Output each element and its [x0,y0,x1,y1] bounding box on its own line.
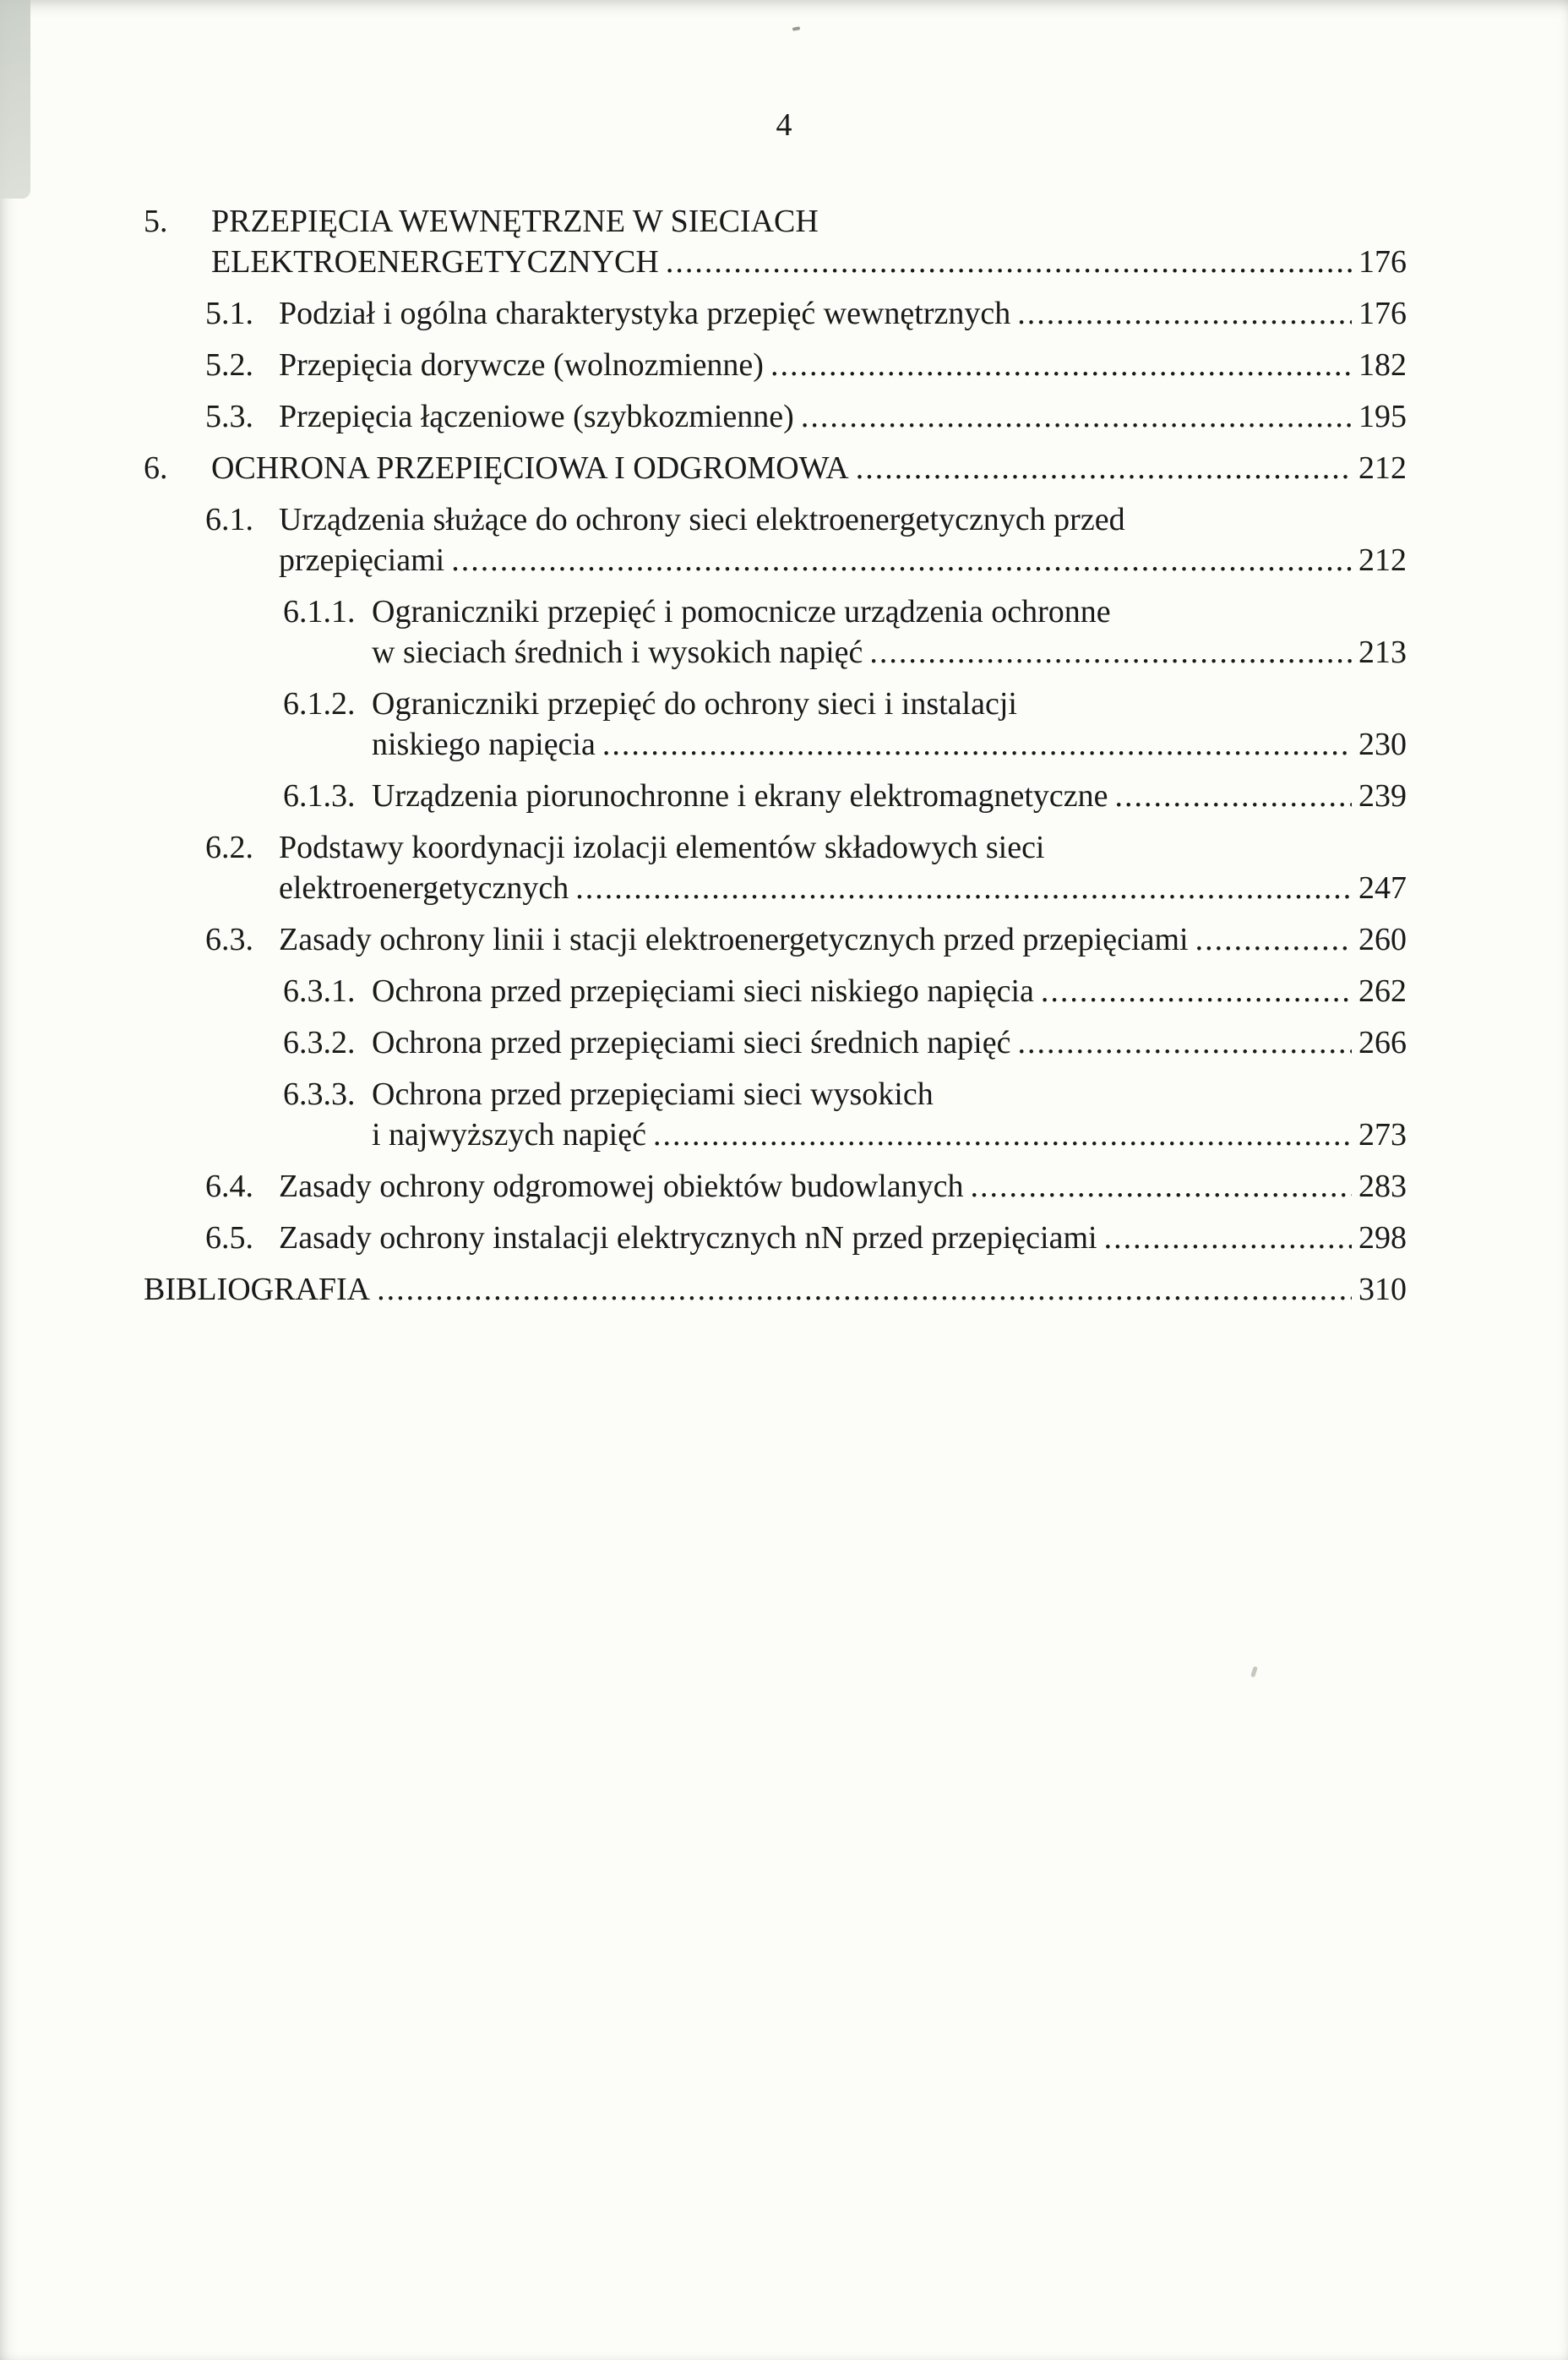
toc-line [144,1218,1407,1258]
entry-number: 5.2. [205,347,253,383]
toc-line [144,776,1407,816]
entry-title: Zasady ochrony linii i stacji elektroenergetycznych przed przepięciami [279,922,1189,957]
entry-title: Przepięcia dorywcze (wolnozmienne) [279,347,764,383]
toc-entry [144,684,1407,765]
toc-entry [144,971,1407,1011]
entry-number: 6.3.2. [283,1025,356,1060]
entry-title: Ochrona przed przepięciami sieci niskiego napięcia [372,973,1034,1009]
entry-page-ref: 266 [1358,1025,1407,1060]
toc-entry [144,201,1407,282]
entry-title: Urządzenia służące do ochrony sieci elektroenergetycznych przed [279,502,1125,537]
entry-title: Ograniczniki przepięć i pomocnicze urządzenia ochronne [372,594,1111,630]
entry-number: 6.1.2. [283,686,356,722]
entry-title: Ochrona przed przepięciami sieci średnich napięć [372,1025,1011,1060]
entry-page-ref: 230 [1358,727,1407,762]
toc-line [144,632,1407,673]
toc-entry [144,827,1407,908]
entry-title: OCHRONA PRZEPIĘCIOWA I ODGROMOWA [211,450,849,486]
toc-line [144,201,1407,242]
dot-leader [377,1269,1352,1310]
entry-number: 6.1.1. [283,594,356,630]
entry-title: Zasady ochrony odgromowej obiektów budowlanych [279,1169,964,1204]
entry-title: Przepięcia łączeniowe (szybkozmienne) [279,399,794,434]
dot-leader [869,632,1352,673]
entry-title: PRZEPIĘCIA WEWNĘTRZNE W SIECIACH [211,204,819,239]
dot-leader [1017,293,1352,334]
entry-page-ref: 262 [1358,973,1407,1009]
toc-line [144,1074,1407,1115]
entry-title: Podział i ogólna charakterystyka przepięć wewnętrznych [279,296,1011,331]
entry-title: Zasady ochrony instalacji elektrycznych nN przed przepięciami [279,1220,1097,1256]
scan-speck [792,26,801,31]
entry-title: Urządzenia piorunochronne i ekrany elektromagnetyczne [372,778,1108,814]
entry-title: i najwyższych napięć [372,1117,646,1153]
toc-entry [144,591,1407,673]
toc-line [144,591,1407,632]
entry-title: w sieciach średnich i wysokich napięć [372,635,863,670]
dot-leader [451,540,1352,580]
entry-number: 6.1.3. [283,778,356,814]
dot-leader [971,1166,1353,1207]
toc-line [144,868,1407,908]
entry-page-ref: 310 [1358,1272,1407,1307]
entry-number: 6.1. [205,502,253,537]
entry-page-ref: 176 [1358,244,1407,280]
toc-entry [144,396,1407,437]
toc-line [144,540,1407,580]
toc-entry [144,776,1407,816]
entry-title: Podstawy koordynacji izolacji elementów składowych sieci [279,830,1045,865]
entry-page-ref: 213 [1358,635,1407,670]
entry-title: Ochrona przed przepięciami sieci wysokich [372,1076,934,1112]
entry-number: 5.3. [205,399,253,434]
toc-line [144,724,1407,765]
dot-leader [1017,1022,1352,1063]
entry-number: 6.3.1. [283,973,356,1009]
toc-entry [144,1218,1407,1258]
entry-page-ref: 195 [1358,399,1407,434]
entry-number: 6.3.3. [283,1076,356,1112]
dot-leader [1195,919,1352,960]
toc-entry [144,919,1407,960]
dot-leader [801,396,1352,437]
entry-page-ref: 247 [1358,870,1407,906]
entry-number: 6.4. [205,1169,253,1204]
toc-entry [144,1074,1407,1155]
dot-leader [653,1115,1352,1155]
entry-title: BIBLIOGRAFIA [144,1272,371,1307]
toc-line [144,242,1407,282]
toc-entry [144,293,1407,334]
dot-leader [1041,971,1352,1011]
dot-leader [666,242,1352,282]
entry-title: Ograniczniki przepięć do ochrony sieci i instalacji [372,686,1017,722]
table-of-contents [144,201,1407,1321]
toc-line [144,1115,1407,1155]
toc-entry [144,448,1407,488]
dot-leader [1104,1218,1352,1258]
entry-number: 6.5. [205,1220,253,1256]
entry-number: 6.3. [205,922,253,957]
entry-page-ref: 212 [1358,542,1407,578]
dot-leader [1114,776,1352,816]
entry-title: elektroenergetycznych [279,870,569,906]
scan-edge-artifact [0,0,30,199]
entry-page-ref: 182 [1358,347,1407,383]
dot-leader [602,724,1352,765]
entry-page-ref: 260 [1358,922,1407,957]
entry-number: 6. [144,450,168,486]
entry-number: 5.1. [205,296,253,331]
toc-line [144,293,1407,334]
toc-entry [144,345,1407,385]
toc-entry [144,1166,1407,1207]
entry-page-ref: 283 [1358,1169,1407,1204]
dot-leader [770,345,1352,385]
scan-speck [1250,1666,1258,1678]
entry-number: 5. [144,204,168,239]
toc-line [144,684,1407,724]
entry-title: niskiego napięcia [372,727,596,762]
entry-title: ELEKTROENERGETYCZNYCH [211,244,659,280]
toc-line [144,1022,1407,1063]
toc-entry [144,1269,1407,1310]
toc-line [144,345,1407,385]
entry-page-ref: 239 [1358,778,1407,814]
toc-line [144,1269,1407,1310]
toc-entry [144,1022,1407,1063]
entry-page-ref: 212 [1358,450,1407,486]
page-number: 4 [776,107,792,143]
toc-line [144,396,1407,437]
entry-number: 6.2. [205,830,253,865]
entry-page-ref: 176 [1358,296,1407,331]
toc-entry [144,499,1407,580]
toc-line [144,827,1407,868]
toc-line [144,499,1407,540]
entry-page-ref: 298 [1358,1220,1407,1256]
entry-title: przepięciami [279,542,445,578]
toc-line [144,971,1407,1011]
dot-leader [575,868,1352,908]
toc-line [144,448,1407,488]
entry-page-ref: 273 [1358,1117,1407,1153]
toc-line [144,1166,1407,1207]
dot-leader [856,448,1352,488]
toc-line [144,919,1407,960]
